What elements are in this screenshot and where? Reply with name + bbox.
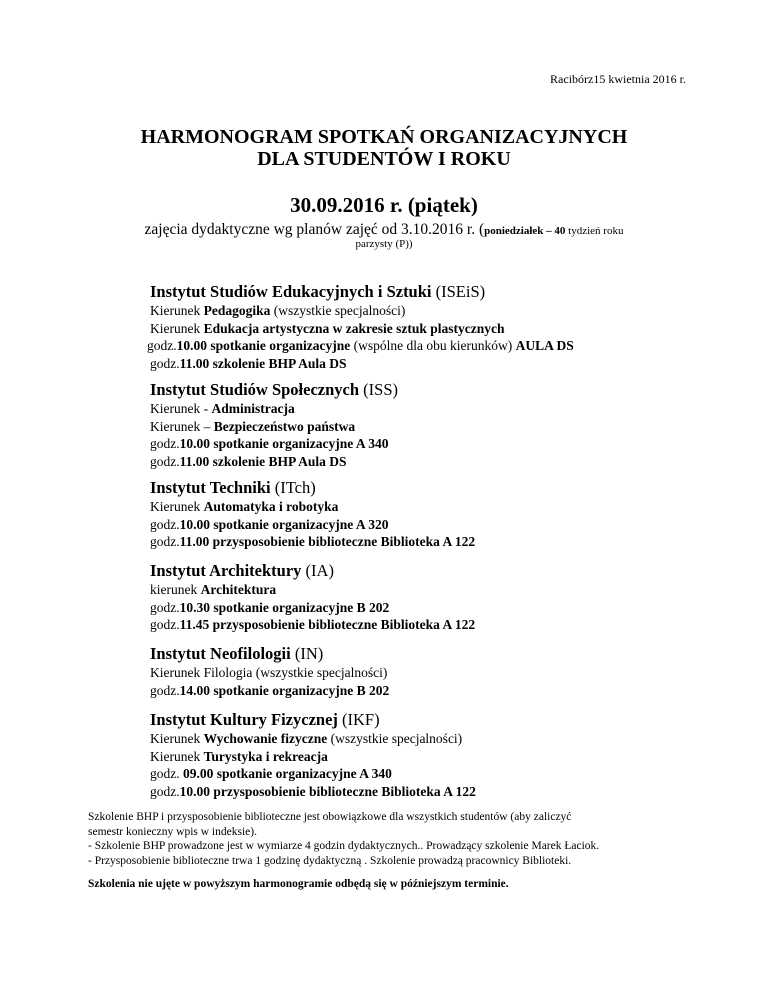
institute-abbr: (ITch) bbox=[270, 478, 316, 497]
schedule-item: 10.00 spotkanie organizacyjne bbox=[176, 338, 351, 353]
institute-heading bbox=[150, 477, 475, 498]
program-name: Bezpieczeństwo państwa bbox=[213, 418, 356, 434]
classes-text: zajęcia dydaktyczne wg planów zajęć od 3.10.2016 r. ( bbox=[144, 221, 485, 238]
schedule-location: AULA DS bbox=[515, 338, 574, 353]
institute-heading bbox=[150, 709, 476, 730]
time-prefix: godz. bbox=[150, 355, 180, 371]
program-line bbox=[150, 302, 574, 320]
notes-section bbox=[88, 810, 688, 868]
program-line bbox=[150, 748, 476, 766]
institute-name: Instytut Neofilologii bbox=[150, 644, 291, 663]
program-prefix: Kierunek - bbox=[150, 401, 212, 416]
institute-heading bbox=[150, 281, 574, 302]
program-name: Architektura bbox=[200, 582, 277, 597]
program-line bbox=[150, 320, 574, 338]
program-line bbox=[150, 498, 475, 516]
program-name: Automatyka i robotyka bbox=[203, 499, 339, 514]
institute-heading bbox=[150, 560, 475, 581]
time-prefix: godz. bbox=[150, 436, 180, 451]
schedule-item: 14.00 spotkanie organizacyjne B 202 bbox=[179, 682, 390, 698]
final-note: Szkolenia nie ujęte w powyższym harmonogramie odbędą się w późniejszym terminie. bbox=[88, 878, 509, 890]
institute-name: Instytut Studiów Społecznych bbox=[150, 380, 360, 399]
schedule-item: 10.00 spotkanie organizacyjne A 340 bbox=[179, 436, 389, 451]
schedule-item: 11.00 przysposobienie biblioteczne Biblioteka A 122 bbox=[179, 534, 476, 549]
time-prefix: godz. bbox=[147, 338, 177, 353]
institute-heading bbox=[150, 379, 398, 400]
schedule-line bbox=[150, 516, 475, 534]
schedule-line bbox=[150, 453, 398, 471]
institute-ia bbox=[150, 560, 475, 634]
schedule-line bbox=[150, 682, 389, 700]
classes-start-info bbox=[0, 221, 768, 239]
program-name: Administracja bbox=[211, 401, 295, 416]
time-prefix: godz. bbox=[150, 783, 180, 799]
institute-name: Instytut Architektury bbox=[150, 561, 302, 580]
institute-abbr: (ISEiS) bbox=[431, 282, 486, 301]
institute-heading bbox=[150, 643, 389, 664]
time-prefix: godz. bbox=[150, 682, 180, 698]
program-prefix: kierunek bbox=[150, 582, 201, 597]
program-line bbox=[150, 400, 398, 418]
time-prefix: godz. bbox=[150, 599, 180, 615]
time-prefix: godz. bbox=[150, 453, 180, 469]
institute-itch bbox=[150, 477, 475, 551]
time-prefix: godz. bbox=[150, 766, 183, 781]
schedule-item: 11.00 szkolenie BHP Aula DS bbox=[179, 453, 347, 469]
week-parity: parzysty (P)) bbox=[355, 238, 413, 250]
schedule-line bbox=[150, 783, 476, 801]
schedule-line bbox=[147, 337, 574, 355]
program-text: Kierunek Filologia (wszystkie specjalności) bbox=[150, 665, 388, 680]
schedule-item: 09.00 spotkanie organizacyjne A 340 bbox=[183, 766, 392, 781]
document-date: Racibórz15 kwietnia 2016 r. bbox=[550, 72, 686, 86]
program-name: Pedagogika bbox=[203, 303, 271, 318]
program-line bbox=[150, 730, 476, 748]
schedule-item: 11.45 przysposobienie biblioteczne Biblioteka A 122 bbox=[179, 617, 476, 632]
time-prefix: godz. bbox=[150, 617, 180, 632]
time-prefix: godz. bbox=[150, 516, 180, 532]
schedule-item: 10.30 spotkanie organizacyjne B 202 bbox=[179, 599, 390, 615]
schedule-item: 10.00 spotkanie organizacyjne A 320 bbox=[179, 516, 389, 532]
title-line-1: HARMONOGRAM SPOTKAŃ ORGANIZACYJNYCH bbox=[140, 126, 628, 148]
institute-abbr: (IN) bbox=[290, 644, 324, 663]
program-prefix: Kierunek bbox=[150, 303, 204, 318]
program-note: (wszystkie specjalności) bbox=[327, 731, 463, 746]
institute-abbr: (IKF) bbox=[337, 710, 380, 729]
institute-abbr: (ISS) bbox=[359, 380, 399, 399]
note-line: semestr konieczny wpis w indeksie). bbox=[88, 825, 257, 838]
event-date: 30.09.2016 r. (piątek) bbox=[290, 193, 478, 217]
program-name: Edukacja artystyczna w zakresie sztuk plastycznych bbox=[203, 320, 505, 336]
schedule-line bbox=[150, 533, 475, 551]
classes-week: tydzień roku bbox=[565, 225, 624, 237]
program-line bbox=[150, 418, 398, 436]
page-title bbox=[0, 126, 768, 170]
schedule-line bbox=[150, 599, 475, 617]
institute-iss bbox=[150, 379, 398, 470]
schedule-item: 10.00 przysposobienie biblioteczne Biblioteka A 122 bbox=[179, 783, 476, 799]
institute-name: Instytut Studiów Edukacyjnych i Sztuki bbox=[150, 282, 432, 301]
time-prefix: godz. bbox=[150, 534, 180, 549]
schedule-line bbox=[150, 765, 476, 783]
schedule-line bbox=[150, 355, 574, 373]
program-prefix: Kierunek – bbox=[150, 418, 214, 434]
program-prefix: Kierunek bbox=[150, 499, 204, 514]
institute-in bbox=[150, 643, 389, 699]
program-name: Wychowanie fizyczne bbox=[203, 731, 328, 746]
schedule-line bbox=[150, 435, 398, 453]
title-line-2: DLA STUDENTÓW I ROKU bbox=[257, 148, 511, 170]
schedule-note: (wspólne dla obu kierunków) bbox=[350, 338, 516, 353]
classes-day: poniedziałek – 40 bbox=[484, 225, 566, 237]
schedule-item: 11.00 szkolenie BHP Aula DS bbox=[179, 355, 347, 371]
schedule-line bbox=[150, 616, 475, 634]
program-line bbox=[150, 581, 475, 599]
note-line: - Szkolenie BHP prowadzone jest w wymiarze 4 godzin dydaktycznych.. Prowadzący szkolenie Marek Łaciok. bbox=[88, 840, 600, 852]
institute-ikf bbox=[150, 709, 476, 800]
note-line: Szkolenie BHP i przysposobienie biblioteczne jest obowiązkowe dla wszystkich studentów (aby zaliczyć bbox=[88, 811, 572, 823]
program-name: Turystyka i rekreacja bbox=[203, 748, 328, 764]
institute-name: Instytut Kultury Fizycznej bbox=[150, 710, 338, 729]
note-line: - Przysposobienie biblioteczne trwa 1 godzinę dydaktyczną . Szkolenie prowadzą pracownicy Biblioteki. bbox=[88, 854, 572, 867]
program-note: (wszystkie specjalności) bbox=[270, 303, 406, 318]
program-prefix: Kierunek bbox=[150, 320, 204, 336]
institute-abbr: (IA) bbox=[301, 561, 334, 580]
program-prefix: Kierunek bbox=[150, 748, 204, 764]
program-prefix: Kierunek bbox=[150, 731, 204, 746]
program-line bbox=[150, 664, 389, 682]
institute-iseis bbox=[147, 281, 574, 372]
institute-name: Instytut Techniki bbox=[150, 478, 271, 497]
